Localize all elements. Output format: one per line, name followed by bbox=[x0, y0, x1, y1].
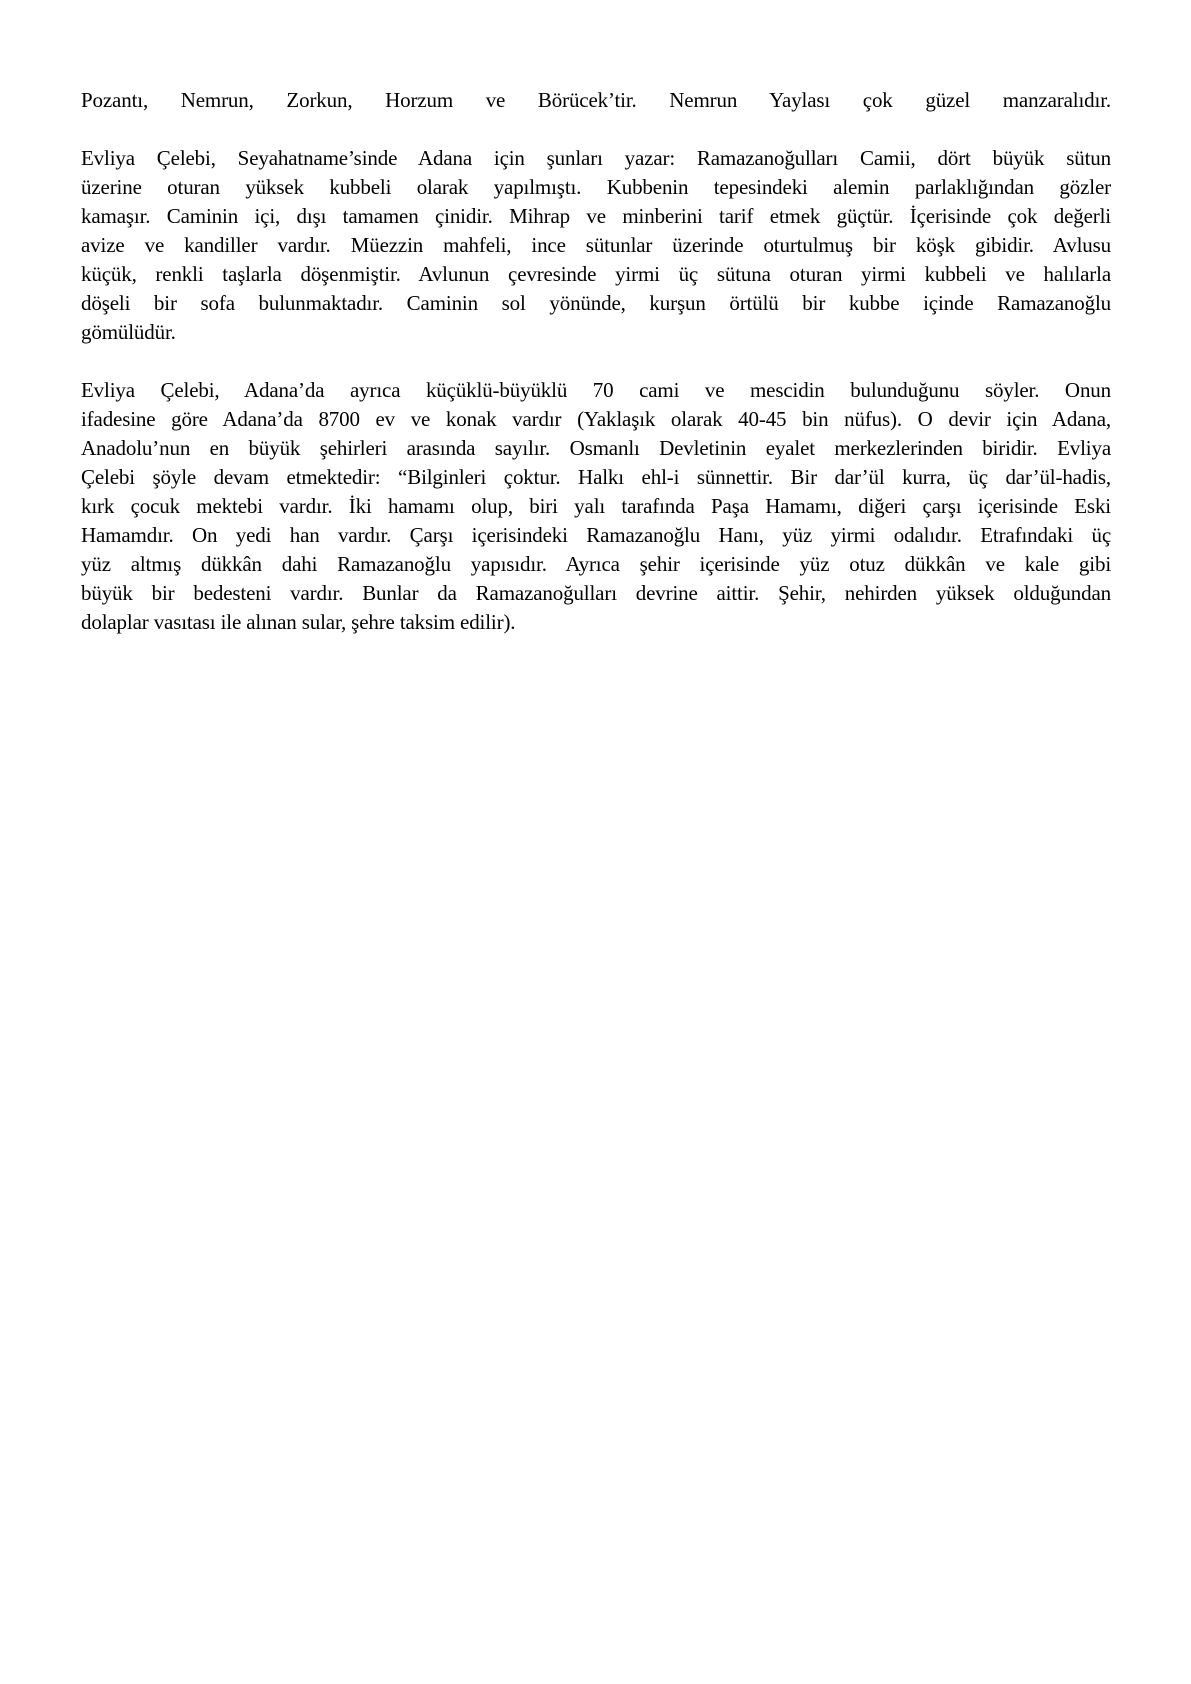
text-line: Pozantı, Nemrun, Zorkun, Horzum ve Börücek’tir. Nemrun Yaylası çok güzel manzaralıdır. bbox=[81, 88, 1111, 112]
text-line: büyük bir bedesteni vardır. Bunlar da Ramazanoğulları devrine aittir. Şehir, nehirden yüksek olduğundan bbox=[81, 581, 1111, 605]
text-line: avize ve kandiller vardır. Müezzin mahfeli, ince sütunlar üzerinde oturtulmuş bir köşk gibidir. Avlusu bbox=[81, 233, 1111, 257]
document-text-block bbox=[81, 86, 1111, 637]
text-line: üzerine oturan yüksek kubbeli olarak yapılmıştı. Kubbenin tepesindeki alemin parlaklığından gözler bbox=[81, 175, 1111, 199]
paragraph bbox=[81, 144, 1111, 347]
text-line: Evliya Çelebi, Adana’da ayrıca küçüklü-büyüklü 70 cami ve mescidin bulunduğunu söyler. Onun bbox=[81, 378, 1111, 402]
text-line: döşeli bir sofa bulunmaktadır. Caminin sol yönünde, kurşun örtülü bir kubbe içinde Ramazanoğlu bbox=[81, 291, 1111, 315]
text-line: Çelebi şöyle devam etmektedir: “Bilginleri çoktur. Halkı ehl-i sünnettir. Bir dar’ül kurra, üç dar’ül-hadis, bbox=[81, 465, 1111, 489]
text-line: yüz altmış dükkân dahi Ramazanoğlu yapısıdır. Ayrıca şehir içerisinde yüz otuz dükkân ve kale gibi bbox=[81, 552, 1111, 576]
text-line: kırk çocuk mektebi vardır. İki hamamı olup, biri yalı tarafında Paşa Hamamı, diğeri çarşı içerisinde Eski bbox=[81, 494, 1111, 518]
text-line: ifadesine göre Adana’da 8700 ev ve konak vardır (Yaklaşık olarak 40-45 bin nüfus). O devir için Adana, bbox=[81, 407, 1111, 431]
paragraph bbox=[81, 86, 1111, 115]
text-line: Hamamdır. On yedi han vardır. Çarşı içerisindeki Ramazanoğlu Hanı, yüz yirmi odalıdır. Etrafındaki üç bbox=[81, 523, 1111, 547]
text-line: küçük, renkli taşlarla döşenmiştir. Avlunun çevresinde yirmi üç sütuna oturan yirmi kubbeli ve halılarla bbox=[81, 262, 1111, 286]
text-line: gömülüdür. bbox=[81, 320, 176, 344]
text-line: Anadolu’nun en büyük şehirleri arasında sayılır. Osmanlı Devletinin eyalet merkezlerinden biridir. Evliya bbox=[81, 436, 1111, 460]
text-line: dolaplar vasıtası ile alınan sular, şehre taksim edilir). bbox=[81, 610, 516, 634]
text-line: kamaşır. Caminin içi, dışı tamamen çinidir. Mihrap ve minberini tarif etmek güçtür. İçerisinde çok değerli bbox=[81, 204, 1111, 228]
paragraph bbox=[81, 376, 1111, 637]
text-line: Evliya Çelebi, Seyahatname’sinde Adana için şunları yazar: Ramazanoğulları Camii, dört büyük sütun bbox=[81, 146, 1111, 170]
